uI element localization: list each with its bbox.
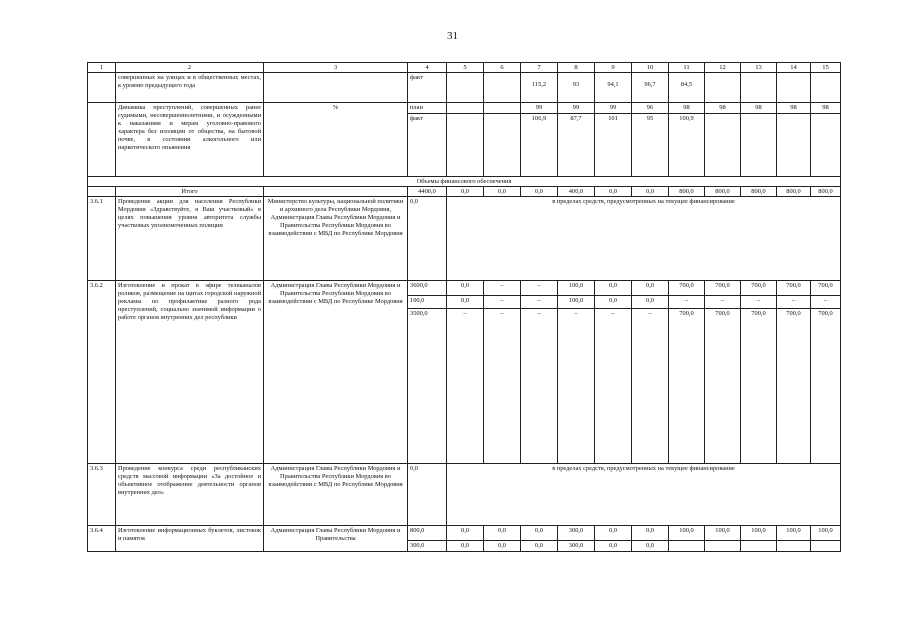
measure-row-3-6-1 [88, 197, 841, 281]
amount-cell: 100,0 [408, 296, 447, 309]
amount-cell: 3600,0 [408, 281, 447, 296]
value-kind-label: факт [408, 73, 447, 103]
unit-cell: % [264, 103, 408, 177]
amount-cell: – [595, 309, 632, 464]
total-value: 0,0 [484, 187, 521, 197]
value-cell: 98 [811, 103, 841, 114]
amount-cell: 0,0 [447, 281, 484, 296]
amount-cell: 0,0 [632, 541, 669, 552]
amount-cell: 300,0 [558, 541, 595, 552]
header-cell: 8 [558, 63, 595, 73]
amount-cell: 0,0 [521, 526, 558, 541]
value-cell: 93 [558, 73, 595, 103]
value-cell [484, 73, 521, 103]
value-cell [777, 114, 811, 177]
amount-cell [741, 541, 777, 552]
page-number: 31 [447, 30, 458, 42]
amount-cell: 700,0 [741, 281, 777, 296]
value-cell [447, 103, 484, 114]
amount-cell: 700,0 [705, 281, 741, 296]
value-cell: 99 [558, 103, 595, 114]
value-cell [705, 114, 741, 177]
amount-cell: – [484, 281, 521, 296]
header-row [88, 63, 841, 73]
amount-cell: 100,0 [741, 526, 777, 541]
amount-cell: – [669, 296, 705, 309]
total-value: 4400,0 [408, 187, 447, 197]
indicator-row-fact [88, 73, 841, 103]
total-value: 800,0 [741, 187, 777, 197]
value-cell: 99 [595, 103, 632, 114]
amount-cell: 0,0 [484, 526, 521, 541]
total-value: 0,0 [447, 187, 484, 197]
measure-description: Проведение акции для населения Республики Мордовия «Здравствуйте, я Ваш участковый» в целях повышения уровня авторитета службы участковых уполномоченных полиции [116, 197, 264, 281]
amount-cell [705, 541, 741, 552]
value-cell [484, 103, 521, 114]
total-value: 800,0 [777, 187, 811, 197]
amount-cell [669, 541, 705, 552]
measure-description: Изготовление и прокат в эфире телеканалов роликов, размещение на щитах городской наружной рекламы по профилактике разного рода преступлений, социально значимой информации о работе органов внутренних дел республики [116, 281, 264, 464]
amount-cell: 700,0 [669, 281, 705, 296]
header-cell: 15 [811, 63, 841, 73]
value-cell: 99 [521, 103, 558, 114]
value-cell: 106,9 [521, 114, 558, 177]
header-cell: 14 [777, 63, 811, 73]
total-value: 800,0 [811, 187, 841, 197]
amount-cell: 0,0 [521, 541, 558, 552]
program-table [87, 62, 841, 552]
measure-description: Изготовление информационных буклетов, листовок и памяток [116, 526, 264, 552]
value-cell: 96,7 [632, 73, 669, 103]
value-cell [811, 73, 841, 103]
measure-number: 3.6.1 [88, 197, 116, 281]
amount-cell: 100,0 [558, 296, 595, 309]
measure-amount: 0,0 [408, 464, 447, 526]
amount-cell: – [777, 296, 811, 309]
amount-cell: 300,0 [408, 541, 447, 552]
amount-cell: – [484, 296, 521, 309]
measure-number: 3.6.3 [88, 464, 116, 526]
value-kind-label: факт [408, 114, 447, 177]
row-number-cell [88, 73, 116, 103]
amount-cell: 0,0 [595, 541, 632, 552]
value-cell: 98 [669, 103, 705, 114]
amount-cell: 0,0 [484, 541, 521, 552]
amount-cell [811, 541, 841, 552]
funding-note: в пределах средств, предусмотренных на текущее финансирование [447, 464, 841, 526]
row-number-cell [88, 103, 116, 177]
measure-row-3-6-3 [88, 464, 841, 526]
measure-executor: Администрация Главы Республики Мордовия и Правительства Республики Мордовия во взаимодействии с МВД по Республике Мордовия [264, 464, 408, 526]
header-cell: 9 [595, 63, 632, 73]
total-value: 800,0 [669, 187, 705, 197]
amount-cell: 0,0 [447, 541, 484, 552]
total-value: 0,0 [521, 187, 558, 197]
measure-row-3-6-2 [88, 281, 841, 296]
value-cell: 115,2 [521, 73, 558, 103]
amount-cell [777, 541, 811, 552]
measure-description: Проведение конкурса среди республиканских средств массовой информации «За достойное и объективное отображение деятельности органов внутренних дел» [116, 464, 264, 526]
amount-cell: 100,0 [705, 526, 741, 541]
measure-number: 3.6.4 [88, 526, 116, 552]
indicator-description: совершенных на улицах и в общественных местах, к уровню предыдущего года [116, 73, 264, 103]
indicator-description: Динамика преступлений, совершенных ранее судимыми, несовершеннолетними, и осужденными к наказаниям и мерам уголовно-правового характера без изоляции от общества, на бытовой почве, в состоянии алкогольного или наркотического опьянения [116, 103, 264, 177]
total-value: 0,0 [595, 187, 632, 197]
amount-cell: 700,0 [741, 309, 777, 464]
measure-executor: Министерство культуры, национальной политики и архивного дела Республики Мордовия, Администрация Главы Республики Мордовия и Правительства Республики Мордовия во взаимодействии с МВД по Республике Мордовия [264, 197, 408, 281]
unit-cell [264, 73, 408, 103]
funding-title: Объемы финансового обеспечения [88, 177, 841, 187]
amount-cell: 700,0 [811, 309, 841, 464]
header-cell: 11 [669, 63, 705, 73]
amount-cell: – [632, 309, 669, 464]
header-cell: 12 [705, 63, 741, 73]
header-cell: 10 [632, 63, 669, 73]
executor-cell [264, 187, 408, 197]
amount-cell: – [741, 296, 777, 309]
amount-cell: 700,0 [777, 281, 811, 296]
total-value: 400,0 [558, 187, 595, 197]
total-value: 0,0 [632, 187, 669, 197]
value-cell [777, 73, 811, 103]
value-cell [447, 73, 484, 103]
amount-cell: 700,0 [669, 309, 705, 464]
value-cell [484, 114, 521, 177]
value-cell: 100,9 [669, 114, 705, 177]
row-number-cell [88, 187, 116, 197]
amount-cell: – [558, 309, 595, 464]
measure-row-3-6-4 [88, 526, 841, 541]
amount-cell: 0,0 [632, 281, 669, 296]
value-cell [447, 114, 484, 177]
amount-cell: 100,0 [811, 526, 841, 541]
header-cell: 7 [521, 63, 558, 73]
amount-cell: 100,0 [669, 526, 705, 541]
amount-cell: – [484, 309, 521, 464]
amount-cell: – [447, 309, 484, 464]
amount-cell: 0,0 [447, 296, 484, 309]
measure-number: 3.6.2 [88, 281, 116, 464]
amount-cell: 0,0 [632, 296, 669, 309]
amount-cell: – [521, 281, 558, 296]
value-cell: 98 [705, 103, 741, 114]
header-cell: 6 [484, 63, 521, 73]
value-cell [741, 73, 777, 103]
value-cell: 96 [632, 103, 669, 114]
amount-cell: 0,0 [595, 296, 632, 309]
value-cell: 101 [595, 114, 632, 177]
amount-cell: 0,0 [595, 281, 632, 296]
total-row [88, 187, 841, 197]
amount-cell: 700,0 [777, 309, 811, 464]
header-cell: 13 [741, 63, 777, 73]
amount-cell: 0,0 [447, 526, 484, 541]
header-cell: 5 [447, 63, 484, 73]
funding-title-row [88, 177, 841, 187]
amount-cell: – [521, 309, 558, 464]
amount-cell: – [521, 296, 558, 309]
value-cell: 98 [741, 103, 777, 114]
measure-amount: 0,0 [408, 197, 447, 281]
value-cell: 84,5 [669, 73, 705, 103]
amount-cell: 3500,0 [408, 309, 447, 464]
amount-cell: 700,0 [811, 281, 841, 296]
measure-executor: Администрация Главы Республики Мордовия и Правительства [264, 526, 408, 552]
total-label: Итого [116, 187, 264, 197]
amount-cell: – [705, 296, 741, 309]
amount-cell: 800,0 [408, 526, 447, 541]
header-cell: 2 [116, 63, 264, 73]
measure-executor: Администрация Главы Республики Мордовия и Правительства Республики Мордовия во взаимодействии с МВД по Республике Мордовия [264, 281, 408, 464]
value-cell: 98 [777, 103, 811, 114]
indicator-row-plan [88, 103, 841, 114]
amount-cell: 100,0 [777, 526, 811, 541]
header-cell: 4 [408, 63, 447, 73]
value-cell: 95 [632, 114, 669, 177]
value-cell [811, 114, 841, 177]
value-cell [741, 114, 777, 177]
value-cell [705, 73, 741, 103]
value-kind-label: план [408, 103, 447, 114]
amount-cell: 700,0 [705, 309, 741, 464]
amount-cell: 300,0 [558, 526, 595, 541]
amount-cell: 0,0 [632, 526, 669, 541]
header-cell: 3 [264, 63, 408, 73]
total-value: 800,0 [705, 187, 741, 197]
value-cell: 87,7 [558, 114, 595, 177]
amount-cell: – [811, 296, 841, 309]
amount-cell: 100,0 [558, 281, 595, 296]
amount-cell: 0,0 [595, 526, 632, 541]
header-cell: 1 [88, 63, 116, 73]
value-cell: 94,1 [595, 73, 632, 103]
funding-note: в пределах средств, предусмотренных на текущее финансирование [447, 197, 841, 281]
